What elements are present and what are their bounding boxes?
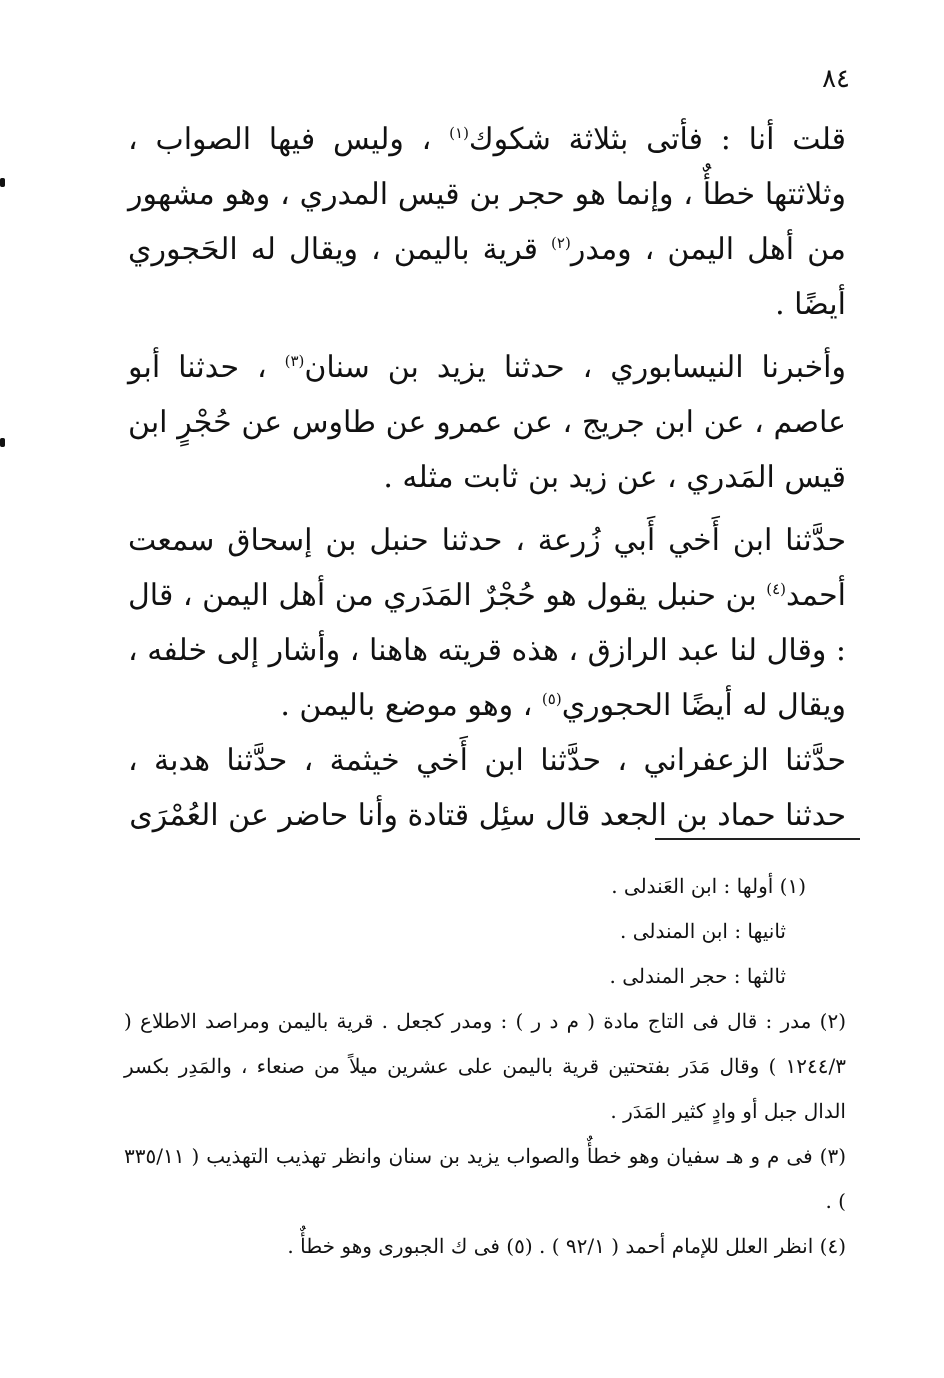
main-text [128, 112, 846, 843]
footnote-ref: (٣) [284, 352, 305, 370]
scan-mark [0, 178, 5, 187]
text-segment: قلت أنا : فأتى بثلاثة شكوك [468, 122, 846, 157]
footnote-ref: (٢) [551, 234, 571, 252]
footnote: ثالثها : حجر المندلى . [609, 964, 786, 988]
footnote: (٣) فى م و هـ سفيان وهو خطأٌ والصواب يزيد بن سنان وانظر تهذيب التهذيب ( ٣٣٥/١١ ) . [124, 1144, 846, 1213]
footnote: ثانيها : ابن المندلى . [620, 919, 786, 943]
paragraph [128, 112, 846, 332]
text-segment: وأخبرنا النيسابوري ، حدثنا يزيد بن سنان [304, 350, 847, 385]
footnote: (١) أولها : ابن العَندلى . [611, 874, 806, 898]
footnote-ref: (١) [449, 124, 469, 142]
footnote-ref: (٤) [766, 580, 787, 598]
scan-mark [0, 438, 5, 447]
footnote: (٤) انظر العلل للإمام أحمد ( ٩٢/١ ) . (٥) فى ك الجبورى وهو خطأٌ . [287, 1234, 846, 1258]
paragraph [128, 513, 846, 733]
paragraph [128, 340, 846, 505]
text-segment: ، وهو موضع باليمن . [280, 688, 542, 723]
footnotes [124, 864, 846, 1269]
text-segment: بن حنبل يقول هو حُجْرٌ المَدَري من أهل اليمن ، قال : وقال لنا عبد الرازق ، هذه قريته هاهنا ، وأشار إلى خلفه ، ويقال له أيضًا الحجوري [128, 578, 846, 723]
text-segment: حدَّثنا الزعفراني ، حدَّثنا ابن أَخي خيثمة ، حدَّثنا هدبة ، حدثنا حماد بن الجعد قال سئِل قتادة وأنا حاضر عن العُمْرَى [128, 743, 846, 833]
footnote-divider [655, 838, 860, 840]
footnote: (٢) مدر : قال فى التاج مادة ( م د ر ) : ومدر كجعل . قرية باليمن ومراصد الاطلاع ( ١٢٤٤/٣ ) وقال مَدَر بفتحتين قرية باليمن على عشرين ميلاً من صنعاء ، والمَدِر بكسر الدال جبل أو وادٍ كثير المَدَر . [124, 1009, 846, 1123]
text-segment: حدَّثنا ابن أَخي أَبي زُرعة ، حدثنا حنبل بن إسحاق سمعت أحمد [128, 523, 846, 613]
paragraph [128, 733, 846, 843]
text-segment: ، وليس فيها الصواب ، وثلاثتها خطأٌ ، وإنما هو حجر بن قيس المدري ، وهو مشهور من أهل اليمن ، ومدر [128, 122, 846, 267]
page-number: ٨٤ [822, 64, 850, 94]
footnote-ref: (٥) [541, 690, 562, 708]
text-segment: قرية باليمن ، ويقال له الحَجوري أيضًا . [128, 232, 846, 322]
text-segment: ، حدثنا أبو عاصم ، عن ابن جريج ، عن عمرو عن طاوس عن حُجْرٍ ابن قيس المَدري ، عن زيد بن ثابت مثله . [128, 350, 846, 495]
